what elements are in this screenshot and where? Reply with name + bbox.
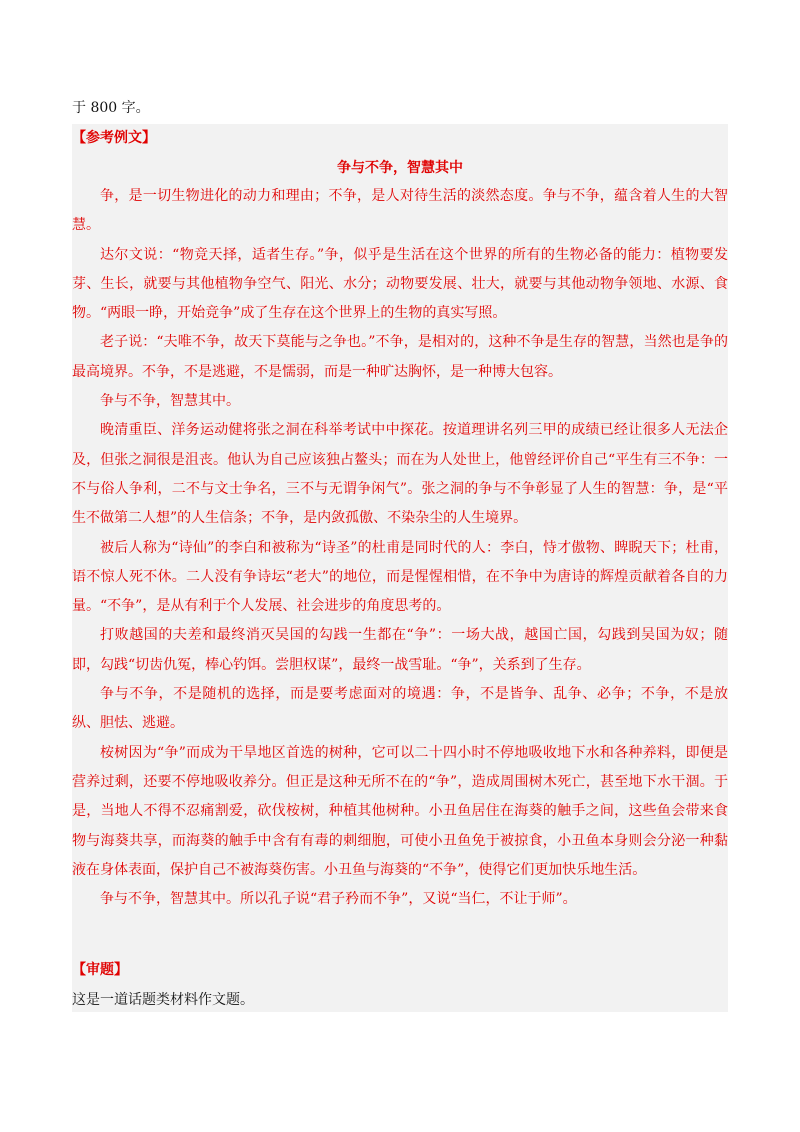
essay-paragraph: 打败越国的夫差和最终消灭吴国的勾践一生都在“争”：一场大战，越国亡国，勾践到吴国为奴；随即，勾践“切齿仇冤，棒心钓饵。尝胆权谋”，最终一战雪耻。“争”，关系到了生存。 (72, 627, 728, 673)
intro-line: 于 800 字。 (72, 100, 150, 116)
essay-paragraph: 桉树因为“争”而成为干旱地区首选的树种，它可以二十四小时不停地吸收地下水和各种养料，即便是营养过剩，还要不停地吸收养分。但正是这种无所不在的“争”，造成周围树木死亡，甚至地下水干涸。于是，当地人不得不忍痛割爱，砍伐桉树，种植其他树种。小丑鱼居住在海葵的触手之间，这些鱼会带来食物与海葵共享，而海葵的触手中含有有毒的刺细胞，可使小丑鱼免于被掠食，小丑鱼本身则会分泌一种黏液在身体表面，保护自己不被海葵伤害。小丑鱼与海葵的“不争”，使得它们更加快乐地生活。 (72, 744, 728, 878)
essay-body (72, 182, 728, 914)
essay-paragraph: 争与不争，智慧其中。所以孔子说“君子矜而不争”，又说“当仁，不让于师”。 (100, 891, 577, 908)
essay-title: 争与不争，智慧其中 (337, 160, 463, 176)
essay-paragraph: 争，是一切生物进化的动力和理由；不争，是人对待生活的淡然态度。争与不争，蕴含着人生的大智慧。 (72, 188, 728, 234)
reference-essay-heading: 【参考例文】 (72, 130, 156, 146)
review-text: 这是一道话题类材料作文题。 (72, 992, 254, 1008)
essay-paragraph: 达尔文说：“物竞天择，适者生存。”争，似乎是生活在这个世界的所有的生物必备的能力：植物要发芽、生长，就要与其他植物争空气、阳光、水分；动物要发展、壮大，就要与其他动物争领地、水源、食物。“两眼一睁，开始竞争”成了生存在这个世界上的生物的真实写照。 (72, 246, 728, 322)
essay-paragraph: 争与不争，智慧其中。 (100, 393, 240, 410)
essay-paragraph: 晚清重臣、洋务运动健将张之洞在科举考试中中探花。按道理讲名列三甲的成绩已经让很多人无法企及，但张之洞很是沮丧。他认为自己应该独占鳌头；而在为人处世上，他曾经评价自己“平生有三不争：一不与俗人争利，二不与文士争名，三不与无谓争闲气”。张之洞的争与不争彰显了人生的智慧：争，是“平生不做第二人想”的人生信条；不争，是内敛孤傲、不染杂尘的人生境界。 (72, 422, 728, 527)
review-heading: 【审题】 (72, 962, 128, 978)
essay-paragraph: 被后人称为“诗仙”的李白和被称为“诗圣”的杜甫是同时代的人：李白，恃才傲物、睥睨天下；杜甫，语不惊人死不休。二人没有争诗坛“老大”的地位，而是惺惺相惜，在不争中为唐诗的辉煌贡献着各自的力量。“不争”，是从有利于个人发展、社会进步的角度思考的。 (72, 539, 728, 615)
essay-paragraph: 争与不争，不是随机的选择，而是要考虑面对的境遇：争，不是皆争、乱争、必争；不争，不是放纵、胆怯、逃避。 (72, 686, 728, 732)
essay-paragraph: 老子说：“夫唯不争，故天下莫能与之争也。”不争，是相对的，这种不争是生存的智慧，当然也是争的最高境界。不争，不是逃避，不是懦弱，而是一种旷达胸怀，是一种博大包容。 (72, 334, 728, 380)
